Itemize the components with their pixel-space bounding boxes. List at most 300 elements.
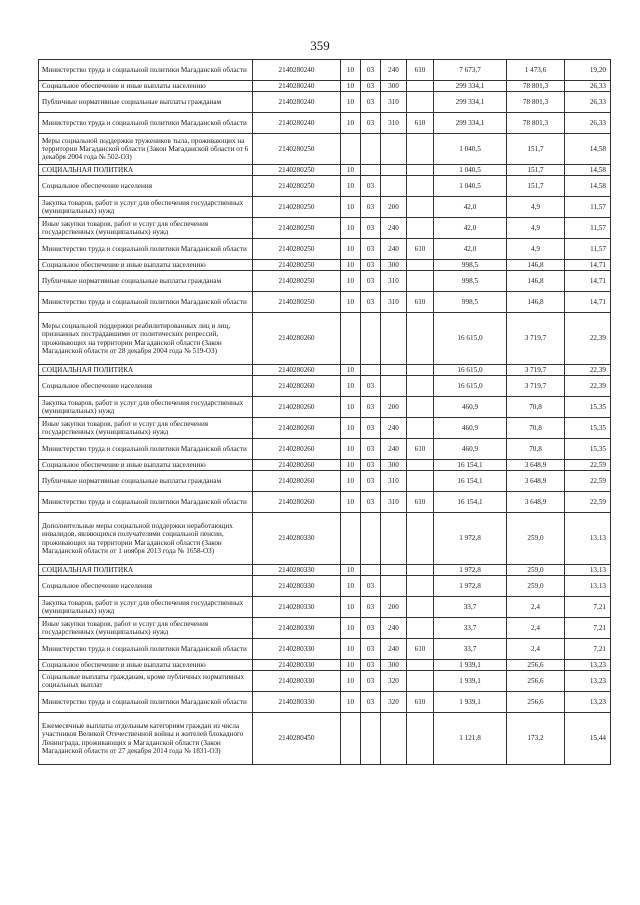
row-plan: 42,0 [434, 197, 507, 218]
row-plan: 1 040,5 [434, 134, 507, 165]
row-executed: 173,2 [507, 713, 565, 765]
row-name: Социальное обеспечение и иные выплаты населению [39, 660, 253, 671]
row-subsection: 03 [361, 239, 381, 260]
row-administrator: 610 [407, 692, 434, 713]
row-section: 10 [341, 165, 361, 176]
row-subsection: 03 [361, 376, 381, 397]
row-expense-type [381, 576, 407, 597]
row-plan: 998,5 [434, 271, 507, 292]
row-section: 10 [341, 239, 361, 260]
row-administrator [407, 671, 434, 692]
row-code: 2140280250 [253, 260, 341, 271]
row-percent: 22,39 [565, 313, 611, 365]
row-subsection: 03 [361, 60, 381, 81]
row-subsection: 03 [361, 197, 381, 218]
row-executed: 70,8 [507, 418, 565, 439]
row-percent: 14,58 [565, 176, 611, 197]
row-executed: 3 719,7 [507, 376, 565, 397]
row-percent: 7,21 [565, 597, 611, 618]
row-section [341, 713, 361, 765]
row-name: Министерство труда и социальной политики Магаданской области [39, 439, 253, 460]
row-percent: 14,71 [565, 292, 611, 313]
row-executed: 4,9 [507, 239, 565, 260]
table-row [39, 81, 611, 92]
table-row [39, 271, 611, 292]
page-number: 359 [310, 38, 330, 53]
row-subsection: 03 [361, 176, 381, 197]
row-section: 10 [341, 113, 361, 134]
row-code: 2140280260 [253, 418, 341, 439]
row-executed: 70,8 [507, 397, 565, 418]
row-subsection [361, 513, 381, 565]
row-code: 2140280250 [253, 218, 341, 239]
row-section: 10 [341, 692, 361, 713]
row-code: 2140280450 [253, 713, 341, 765]
row-subsection [361, 313, 381, 365]
row-expense-type [381, 376, 407, 397]
row-section: 10 [341, 576, 361, 597]
row-expense-type: 240 [381, 618, 407, 639]
row-percent: 22,59 [565, 460, 611, 471]
row-expense-type [381, 176, 407, 197]
row-subsection [361, 565, 381, 576]
row-plan: 998,5 [434, 292, 507, 313]
row-name: Социальное обеспечение населения [39, 376, 253, 397]
row-subsection: 03 [361, 492, 381, 513]
row-percent: 11,57 [565, 197, 611, 218]
row-administrator [407, 218, 434, 239]
row-expense-type: 310 [381, 113, 407, 134]
row-name: Социальное обеспечение и иные выплаты населению [39, 81, 253, 92]
row-expense-type [381, 713, 407, 765]
row-plan: 1 040,5 [434, 165, 507, 176]
row-code: 2140280330 [253, 565, 341, 576]
table-row [39, 492, 611, 513]
row-subsection: 03 [361, 576, 381, 597]
row-plan: 42,0 [434, 218, 507, 239]
row-subsection: 03 [361, 471, 381, 492]
row-percent: 15,35 [565, 439, 611, 460]
table-row [39, 60, 611, 81]
row-plan: 16 615,0 [434, 365, 507, 376]
row-administrator [407, 197, 434, 218]
row-expense-type [381, 313, 407, 365]
row-percent: 22,59 [565, 492, 611, 513]
table-row [39, 597, 611, 618]
row-plan: 299 334,1 [434, 92, 507, 113]
row-name: Дополнительные меры социальной поддержки неработающих инвалидов, являющихся получателями социальной пенсии, проживающих на территории Магаданской области (Закон Магаданской области от 1 ноября 2013 года № 1658-ОЗ) [39, 513, 253, 565]
row-administrator: 610 [407, 639, 434, 660]
row-administrator [407, 597, 434, 618]
row-code: 2140280250 [253, 271, 341, 292]
row-percent: 22,39 [565, 376, 611, 397]
row-subsection: 03 [361, 292, 381, 313]
row-code: 2140280250 [253, 165, 341, 176]
row-administrator [407, 713, 434, 765]
row-subsection: 03 [361, 692, 381, 713]
table-row [39, 92, 611, 113]
row-plan: 16 154,1 [434, 460, 507, 471]
row-name: Ежемесячные выплаты отдельным категориям граждан из числа участников Великой Отечественной войны и жителей блокадного Ленинграда, проживающих в Магаданской области (Закон Магаданской области от 27 декабря 2014 года № 1831-ОЗ) [39, 713, 253, 765]
row-code: 2140280260 [253, 460, 341, 471]
row-plan: 33,7 [434, 639, 507, 660]
row-percent: 14,58 [565, 134, 611, 165]
row-subsection: 03 [361, 460, 381, 471]
row-executed: 2,4 [507, 618, 565, 639]
row-code: 2140280330 [253, 692, 341, 713]
row-section: 10 [341, 671, 361, 692]
row-plan: 16 615,0 [434, 376, 507, 397]
row-section: 10 [341, 597, 361, 618]
table-row [39, 471, 611, 492]
row-percent: 14,71 [565, 260, 611, 271]
row-executed: 151,7 [507, 165, 565, 176]
row-percent: 11,57 [565, 239, 611, 260]
row-section [341, 513, 361, 565]
row-administrator [407, 376, 434, 397]
row-executed: 4,9 [507, 218, 565, 239]
table-row [39, 418, 611, 439]
row-code: 2140280260 [253, 365, 341, 376]
row-name: Иные закупки товаров, работ и услуг для обеспечения государственных (муниципальных) нужд [39, 618, 253, 639]
row-section: 10 [341, 639, 361, 660]
row-code: 2140280250 [253, 176, 341, 197]
row-code: 2140280330 [253, 671, 341, 692]
row-subsection [361, 365, 381, 376]
row-name: Министерство труда и социальной политики Магаданской области [39, 639, 253, 660]
row-name: СОЦИАЛЬНАЯ ПОЛИТИКА [39, 365, 253, 376]
row-section [341, 313, 361, 365]
table-row [39, 671, 611, 692]
row-executed: 1 473,6 [507, 60, 565, 81]
row-expense-type: 310 [381, 292, 407, 313]
table-row [39, 218, 611, 239]
table-row [39, 365, 611, 376]
table-row [39, 618, 611, 639]
row-section: 10 [341, 492, 361, 513]
row-section: 10 [341, 376, 361, 397]
row-code: 2140280330 [253, 576, 341, 597]
row-administrator [407, 134, 434, 165]
row-administrator [407, 81, 434, 92]
row-executed: 3 648,9 [507, 471, 565, 492]
row-expense-type: 310 [381, 471, 407, 492]
row-percent: 13,13 [565, 576, 611, 597]
row-executed: 3 719,7 [507, 365, 565, 376]
row-administrator [407, 660, 434, 671]
row-executed: 78 801,3 [507, 113, 565, 134]
table-row [39, 113, 611, 134]
row-administrator [407, 92, 434, 113]
row-subsection: 03 [361, 439, 381, 460]
row-section: 10 [341, 271, 361, 292]
row-expense-type: 310 [381, 492, 407, 513]
table-row [39, 176, 611, 197]
row-administrator [407, 365, 434, 376]
row-administrator [407, 576, 434, 597]
row-executed: 151,7 [507, 176, 565, 197]
row-name: СОЦИАЛЬНАЯ ПОЛИТИКА [39, 565, 253, 576]
row-name: Социальное обеспечение населения [39, 576, 253, 597]
row-code: 2140280240 [253, 92, 341, 113]
row-name: Иные закупки товаров, работ и услуг для обеспечения государственных (муниципальных) нужд [39, 418, 253, 439]
row-name: Иные закупки товаров, работ и услуг для обеспечения государственных (муниципальных) нужд [39, 218, 253, 239]
row-percent: 22,39 [565, 365, 611, 376]
row-expense-type [381, 565, 407, 576]
row-name: Меры социальной поддержки реабилитированных лиц и лиц, признанных пострадавшими от политических репрессий, проживающих на территории Магаданской области (Закон Магаданской области от 28 декабря 2004 года № 519-ОЗ) [39, 313, 253, 365]
row-name: Закупка товаров, работ и услуг для обеспечения государственных (муниципальных) нужд [39, 197, 253, 218]
row-administrator [407, 460, 434, 471]
table-row [39, 134, 611, 165]
row-code: 2140280260 [253, 492, 341, 513]
row-expense-type: 310 [381, 271, 407, 292]
table-row [39, 313, 611, 365]
row-plan: 1 939,1 [434, 671, 507, 692]
row-administrator [407, 397, 434, 418]
row-name: Министерство труда и социальной политики Магаданской области [39, 292, 253, 313]
row-expense-type: 240 [381, 639, 407, 660]
row-percent: 15,44 [565, 713, 611, 765]
row-code: 2140280240 [253, 113, 341, 134]
row-subsection [361, 165, 381, 176]
row-administrator: 610 [407, 113, 434, 134]
budget-table-body [39, 60, 611, 765]
row-expense-type: 200 [381, 397, 407, 418]
row-subsection: 03 [361, 597, 381, 618]
row-section: 10 [341, 260, 361, 271]
row-code: 2140280250 [253, 292, 341, 313]
row-section: 10 [341, 176, 361, 197]
row-expense-type: 240 [381, 418, 407, 439]
row-name: Закупка товаров, работ и услуг для обеспечения государственных (муниципальных) нужд [39, 397, 253, 418]
table-row [39, 639, 611, 660]
row-executed: 3 648,9 [507, 492, 565, 513]
row-name: Социальные выплаты гражданам, кроме публичных нормативных социальных выплат [39, 671, 253, 692]
row-administrator [407, 565, 434, 576]
row-expense-type: 240 [381, 439, 407, 460]
row-percent: 13,23 [565, 660, 611, 671]
row-administrator: 610 [407, 439, 434, 460]
row-expense-type: 300 [381, 660, 407, 671]
row-administrator [407, 471, 434, 492]
row-administrator [407, 313, 434, 365]
table-row [39, 260, 611, 271]
row-expense-type [381, 165, 407, 176]
row-subsection [361, 713, 381, 765]
row-percent: 19,20 [565, 60, 611, 81]
row-expense-type: 240 [381, 60, 407, 81]
row-percent: 11,57 [565, 218, 611, 239]
row-code: 2140280260 [253, 376, 341, 397]
row-subsection: 03 [361, 671, 381, 692]
row-administrator [407, 176, 434, 197]
row-plan: 299 334,1 [434, 113, 507, 134]
row-executed: 2,4 [507, 639, 565, 660]
row-expense-type: 240 [381, 218, 407, 239]
row-code: 2140280330 [253, 639, 341, 660]
row-code: 2140280330 [253, 513, 341, 565]
row-expense-type: 200 [381, 197, 407, 218]
row-percent: 13,23 [565, 692, 611, 713]
table-row [39, 660, 611, 671]
row-administrator [407, 418, 434, 439]
table-row [39, 197, 611, 218]
row-name: Закупка товаров, работ и услуг для обеспечения государственных (муниципальных) нужд [39, 597, 253, 618]
row-subsection: 03 [361, 397, 381, 418]
row-administrator [407, 260, 434, 271]
row-percent: 13,23 [565, 671, 611, 692]
row-administrator [407, 618, 434, 639]
table-row [39, 397, 611, 418]
row-plan: 299 334,1 [434, 81, 507, 92]
row-subsection: 03 [361, 260, 381, 271]
row-executed: 256,6 [507, 660, 565, 671]
row-code: 2140280250 [253, 197, 341, 218]
row-plan: 1 972,8 [434, 513, 507, 565]
row-subsection: 03 [361, 418, 381, 439]
table-row [39, 576, 611, 597]
row-percent: 7,21 [565, 639, 611, 660]
row-percent: 14,58 [565, 165, 611, 176]
row-administrator: 610 [407, 239, 434, 260]
row-executed: 3 648,9 [507, 460, 565, 471]
row-code: 2140280330 [253, 618, 341, 639]
row-name: Публичные нормативные социальные выплаты гражданам [39, 471, 253, 492]
row-code: 2140280260 [253, 439, 341, 460]
row-percent: 26,33 [565, 92, 611, 113]
row-name: Социальное обеспечение населения [39, 176, 253, 197]
row-executed: 256,6 [507, 692, 565, 713]
row-subsection: 03 [361, 92, 381, 113]
row-name: Меры социальной поддержки тружеников тыла, проживающих на территории Магаданской области (Закон Магаданской области от 6 декабря 2004 года № 502-ОЗ) [39, 134, 253, 165]
row-name: Министерство труда и социальной политики Магаданской области [39, 692, 253, 713]
row-plan: 460,9 [434, 397, 507, 418]
row-name: Публичные нормативные социальные выплаты гражданам [39, 271, 253, 292]
row-plan: 460,9 [434, 439, 507, 460]
row-code: 2140280330 [253, 597, 341, 618]
row-code: 2140280250 [253, 239, 341, 260]
table-row [39, 376, 611, 397]
row-executed: 259,0 [507, 513, 565, 565]
row-percent: 14,71 [565, 271, 611, 292]
row-plan: 1 040,5 [434, 176, 507, 197]
table-row [39, 513, 611, 565]
row-executed: 2,4 [507, 597, 565, 618]
row-executed: 146,8 [507, 260, 565, 271]
row-percent: 22,59 [565, 471, 611, 492]
row-name: Министерство труда и социальной политики Магаданской области [39, 239, 253, 260]
row-plan: 1 972,8 [434, 565, 507, 576]
row-name: Социальное обеспечение и иные выплаты населению [39, 460, 253, 471]
row-name: Министерство труда и социальной политики Магаданской области [39, 60, 253, 81]
row-section: 10 [341, 418, 361, 439]
row-code: 2140280330 [253, 660, 341, 671]
row-administrator: 610 [407, 60, 434, 81]
row-section: 10 [341, 660, 361, 671]
row-expense-type: 200 [381, 597, 407, 618]
row-code: 2140280260 [253, 471, 341, 492]
row-section: 10 [341, 292, 361, 313]
row-expense-type: 310 [381, 92, 407, 113]
row-plan: 7 673,7 [434, 60, 507, 81]
table-row [39, 713, 611, 765]
row-percent: 26,33 [565, 113, 611, 134]
row-code: 2140280260 [253, 313, 341, 365]
row-expense-type [381, 513, 407, 565]
row-name: Социальное обеспечение и иные выплаты населению [39, 260, 253, 271]
table-row [39, 439, 611, 460]
row-code: 2140280260 [253, 397, 341, 418]
table-row [39, 239, 611, 260]
row-percent: 7,21 [565, 618, 611, 639]
row-plan: 1 121,8 [434, 713, 507, 765]
row-section: 10 [341, 618, 361, 639]
row-executed: 78 801,3 [507, 81, 565, 92]
row-code: 2140280240 [253, 60, 341, 81]
row-name: Министерство труда и социальной политики Магаданской области [39, 492, 253, 513]
row-executed: 4,9 [507, 197, 565, 218]
row-plan: 33,7 [434, 597, 507, 618]
row-section: 10 [341, 365, 361, 376]
row-executed: 151,7 [507, 134, 565, 165]
row-executed: 146,8 [507, 292, 565, 313]
row-section: 10 [341, 471, 361, 492]
row-plan: 16 154,1 [434, 471, 507, 492]
row-expense-type: 300 [381, 260, 407, 271]
row-administrator: 610 [407, 292, 434, 313]
row-code: 2140280240 [253, 81, 341, 92]
row-executed: 259,0 [507, 565, 565, 576]
row-name: Министерство труда и социальной политики Магаданской области [39, 113, 253, 134]
row-section: 10 [341, 81, 361, 92]
row-administrator: 610 [407, 492, 434, 513]
table-row [39, 565, 611, 576]
row-plan: 1 939,1 [434, 692, 507, 713]
row-subsection [361, 134, 381, 165]
row-section: 10 [341, 218, 361, 239]
row-section: 10 [341, 460, 361, 471]
row-administrator [407, 271, 434, 292]
row-administrator [407, 165, 434, 176]
row-expense-type: 320 [381, 692, 407, 713]
row-subsection: 03 [361, 618, 381, 639]
row-name: СОЦИАЛЬНАЯ ПОЛИТИКА [39, 165, 253, 176]
row-section: 10 [341, 397, 361, 418]
row-plan: 42,0 [434, 239, 507, 260]
row-subsection: 03 [361, 660, 381, 671]
row-subsection: 03 [361, 271, 381, 292]
table-row [39, 292, 611, 313]
row-code: 2140280250 [253, 134, 341, 165]
table-row [39, 165, 611, 176]
row-executed: 256,6 [507, 671, 565, 692]
row-section: 10 [341, 197, 361, 218]
row-plan: 998,5 [434, 260, 507, 271]
row-section: 10 [341, 92, 361, 113]
row-plan: 1 972,8 [434, 576, 507, 597]
row-executed: 78 801,3 [507, 92, 565, 113]
row-section: 10 [341, 60, 361, 81]
row-subsection: 03 [361, 113, 381, 134]
row-executed: 70,8 [507, 439, 565, 460]
row-plan: 33,7 [434, 618, 507, 639]
row-percent: 13,13 [565, 565, 611, 576]
budget-table [38, 59, 611, 765]
row-subsection: 03 [361, 81, 381, 92]
row-expense-type [381, 134, 407, 165]
row-percent: 13,13 [565, 513, 611, 565]
row-subsection: 03 [361, 218, 381, 239]
